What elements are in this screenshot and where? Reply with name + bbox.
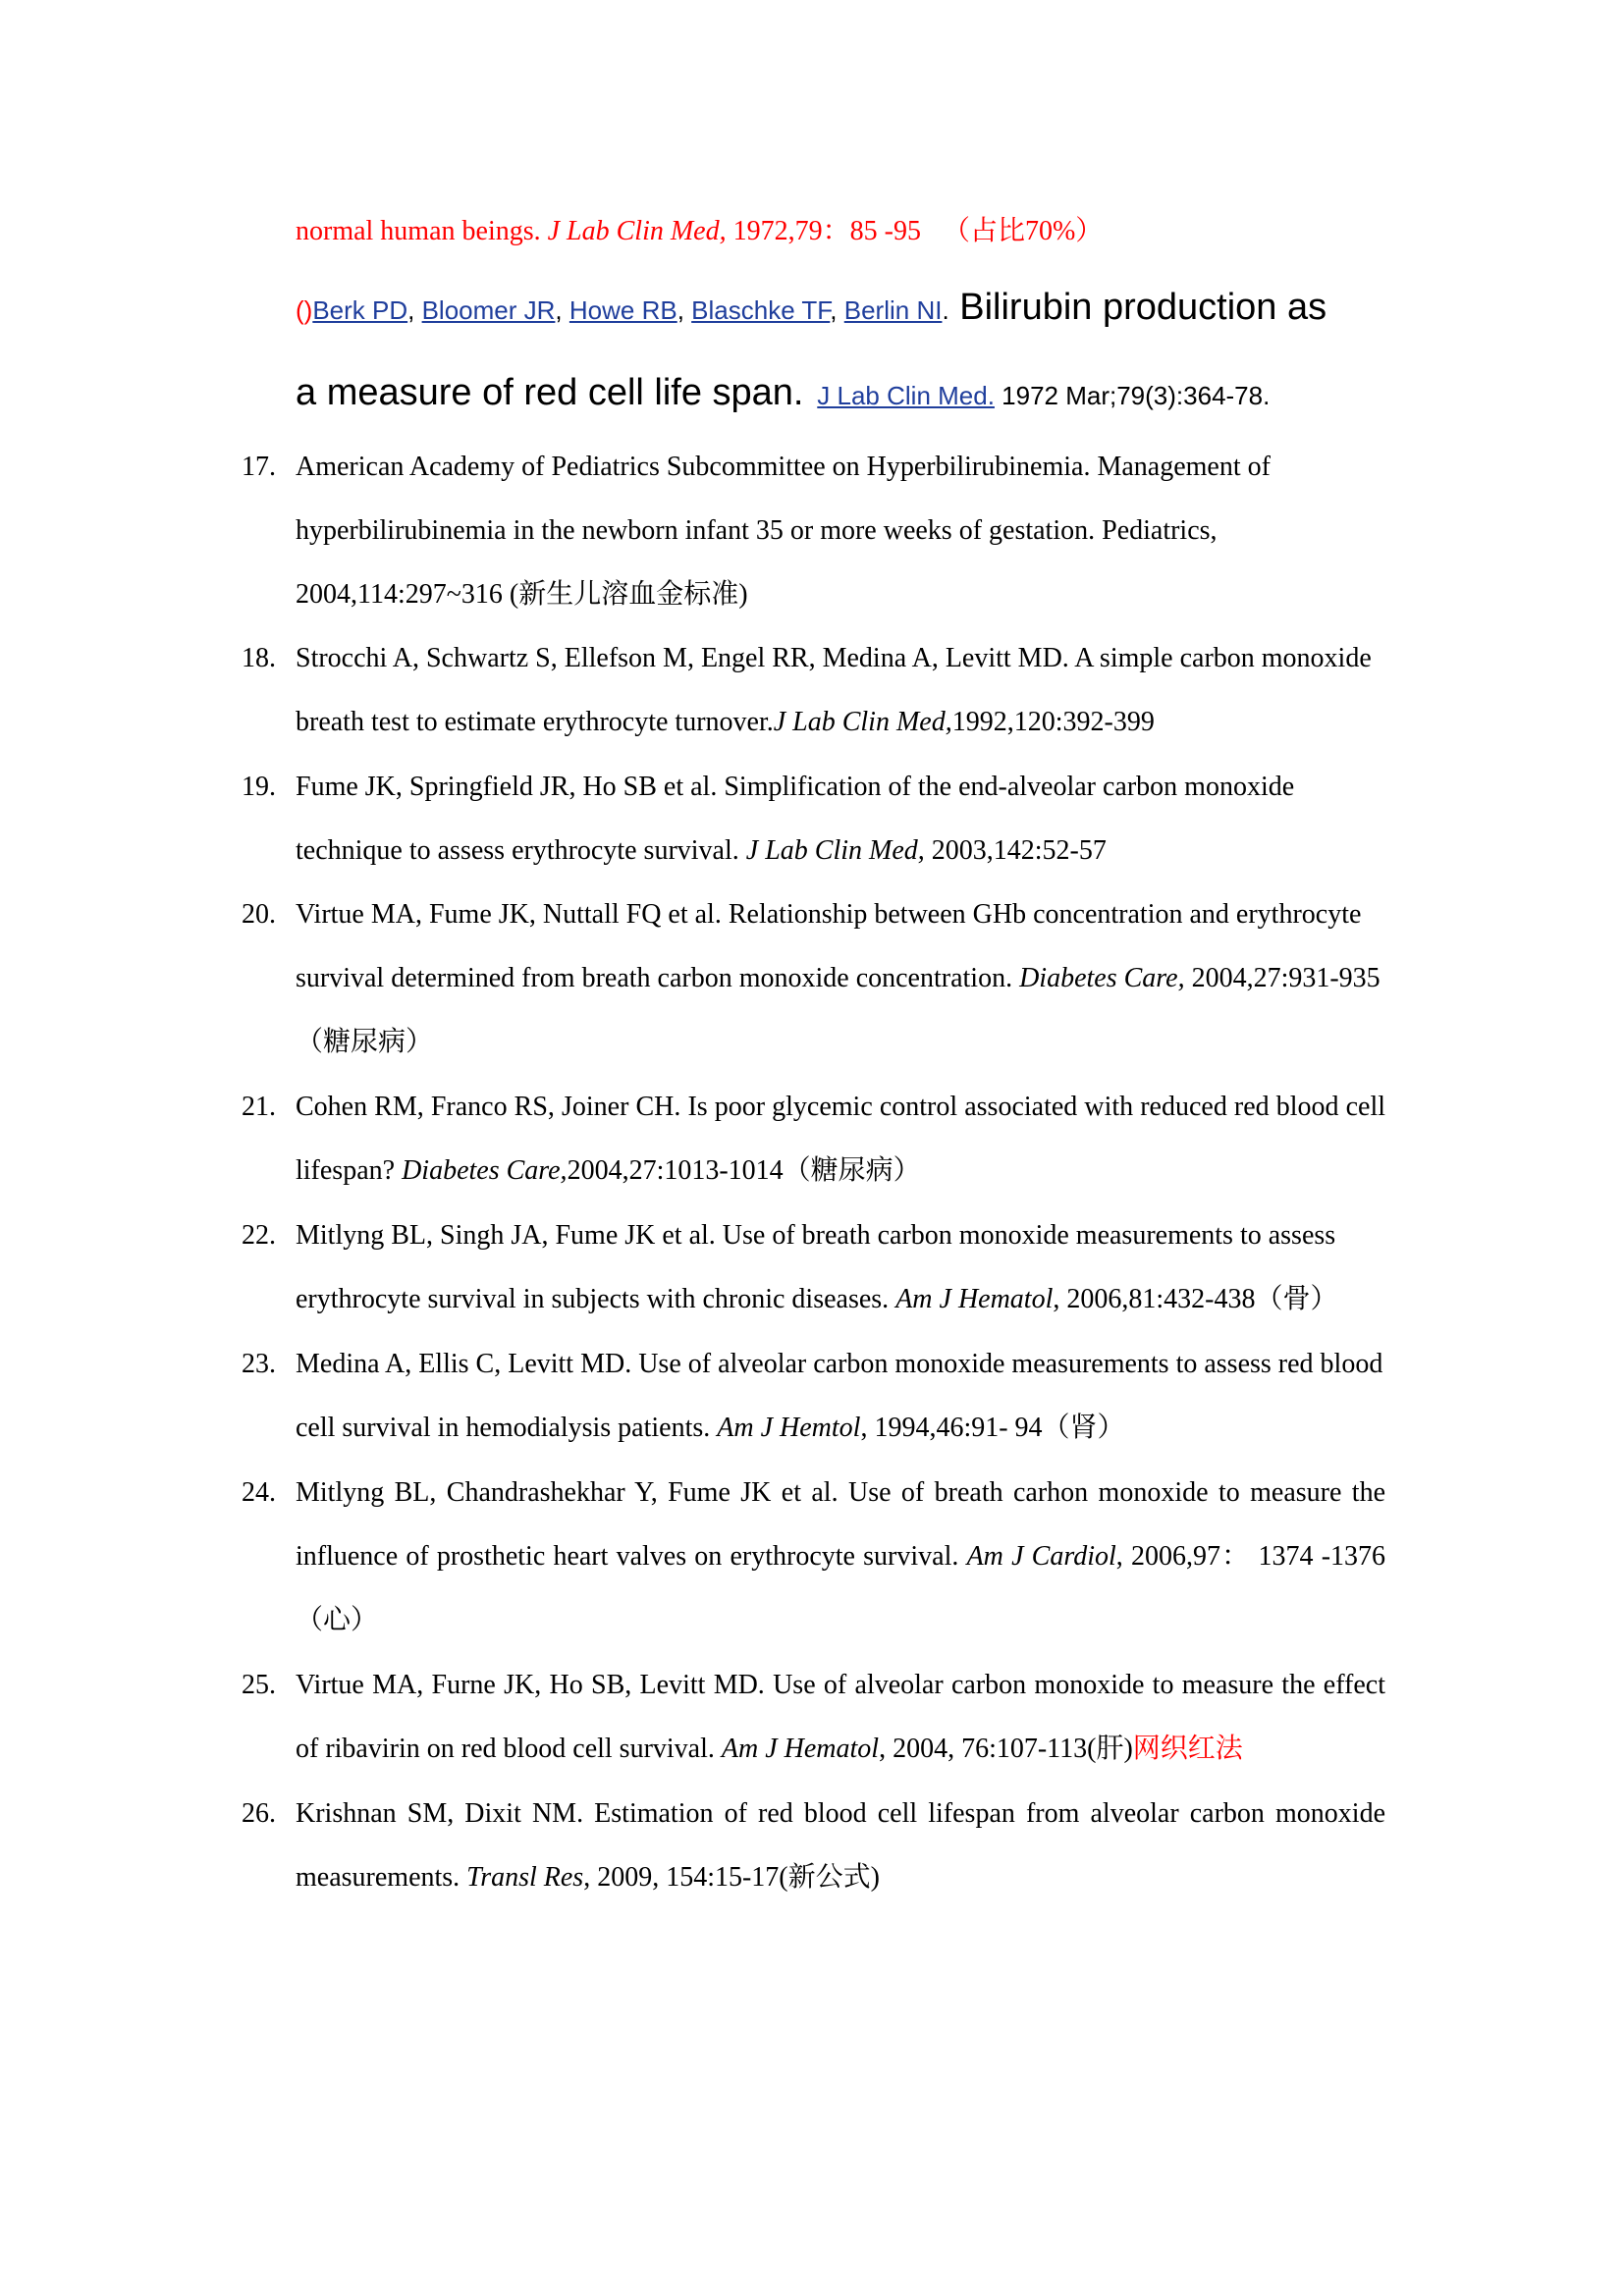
reference-item-17	[242, 435, 1385, 626]
reference-number: 24.	[242, 1477, 276, 1508]
reference-number: 22.	[242, 1220, 276, 1251]
journal-name: Diabetes Care,	[1019, 963, 1185, 993]
journal-name: Am J Hematol	[721, 1734, 880, 1764]
reference-number: 19.	[242, 772, 276, 802]
reference-text	[296, 755, 1385, 882]
reference-segment: Krishnan SM, Dixit NM. Estimation of red blood cell lifespan from alveolar carbon monoxide measurements.	[296, 1798, 1385, 1893]
reference-number: 23.	[242, 1349, 276, 1379]
reference-segment: 1992,120:392-399	[951, 707, 1155, 737]
author-link-blaschke[interactable]: Blaschke TF	[691, 295, 831, 325]
reference-number: 17.	[242, 452, 276, 482]
pubmed-citation-line1: ()Berk PD, Bloomer JR, Howe RB, Blaschke TF, Berlin NI. Bilirubin production as	[296, 287, 1327, 328]
reference-segment: Mitlyng BL, Singh JA, Fume JK et al. Use of breath carbon monoxide measurements to assess erythrocyte survival in subjects with chronic diseases.	[296, 1220, 1336, 1314]
reference-text	[296, 1332, 1385, 1460]
journal-link[interactable]: J Lab Clin Med.	[817, 381, 995, 410]
journal-citation: 1972 Mar;79(3):364-78.	[994, 381, 1271, 410]
journal-name: Diabetes Care,	[402, 1155, 568, 1186]
journal-name: Am J Hemtol	[717, 1413, 861, 1443]
journal-name: J Lab Clin Med,	[547, 216, 727, 246]
journal-name: Am J Hematol	[895, 1284, 1054, 1314]
reference-item-19	[242, 755, 1385, 882]
author-link-berk[interactable]: Berk PD	[312, 295, 408, 325]
reference-segment: , 2009, 154:15-17(新公式)	[583, 1862, 880, 1893]
reference-segment: 2004,27:931-935（糖尿病）	[296, 963, 1380, 1057]
reference-segment: 2004,27:1013-1014（糖尿病）	[567, 1155, 921, 1186]
annotation-note: 网织红法	[1132, 1734, 1243, 1764]
reference-segment: Strocchi A, Schwartz S, Ellefson M, Engel RR, Medina A, Levitt MD. A simple carbon monoxide breath test to estimate erythrocyte turnover.	[296, 643, 1372, 737]
reference-text	[296, 1653, 1385, 1781]
reference-text	[296, 626, 1385, 754]
reference-text	[296, 1203, 1385, 1331]
reference-item-23	[242, 1332, 1385, 1460]
reference-item-25	[242, 1653, 1385, 1781]
reference-text	[296, 1782, 1385, 1909]
reference-segment: Virtue MA, Furne JK, Ho SB, Levitt MD. Use of alveolar carbon monoxide to measure the effect of ribavirin on red blood cell survival.	[296, 1670, 1385, 1764]
reference-item-26	[242, 1782, 1385, 1909]
reference-text	[296, 1075, 1385, 1202]
reference-number: 21.	[242, 1092, 276, 1122]
reference-segment: 2003,142:52-57	[924, 835, 1107, 866]
reference-item-24	[242, 1461, 1385, 1652]
author-link-berlin[interactable]: Berlin NI	[843, 295, 943, 325]
reference-text	[296, 882, 1385, 1074]
journal-name: J Lab Clin Med,	[745, 835, 925, 866]
author-link-bloomer[interactable]: Bloomer JR	[421, 295, 556, 325]
annotation-note: （占比70%）	[942, 216, 1104, 246]
reference-item-20	[242, 882, 1385, 1074]
reference-segment: , 2004, 76:107-113(肝)	[879, 1734, 1133, 1764]
reference-segment: , 2006,81:432-438（骨）	[1053, 1284, 1338, 1314]
reference-segment: Virtue MA, Fume JK, Nuttall FQ et al. Relationship between GHb concentration and erythrocyte survival determined from breath carbon monoxide concentration.	[296, 899, 1362, 993]
reference-number: 25.	[242, 1670, 276, 1700]
reference-segment: , 1994,46:91- 94（肾）	[860, 1413, 1125, 1443]
article-title-part1: Bilirubin production as	[948, 287, 1327, 328]
reference-segment: Cohen RM, Franco RS, Joiner CH. Is poor glycemic control associated with reduced red blood cell lifespan?	[296, 1092, 1385, 1186]
article-title-part2: a measure of red cell life span.	[296, 372, 804, 413]
reference-item-22	[242, 1203, 1385, 1331]
journal-name: Transl Res	[466, 1862, 584, 1893]
journal-name: Am J Cardiol	[966, 1541, 1116, 1572]
reference-text	[296, 435, 1385, 626]
pubmed-citation-line2	[296, 367, 1270, 421]
continued-citation-line	[296, 212, 1103, 251]
citation-text: normal human beings.	[296, 216, 548, 246]
journal-name: J Lab Clin Med,	[773, 707, 952, 737]
reference-segment: American Academy of Pediatrics Subcommittee on Hyperbilirubinemia. Management of hyperbilirubinemia in the newborn infant 35 or more weeks of gestation. Pediatrics, 2004,114:297~316 (新生儿溶血金标准)	[296, 452, 1271, 610]
citation-volume: 1972,79：85 -95	[726, 216, 921, 246]
reference-segment: Medina A, Ellis C, Levitt MD. Use of alveolar carbon monoxide measurements to assess red blood cell survival in hemodialysis patients.	[296, 1349, 1383, 1443]
reference-segment: , 2006,97： 1374 -1376（心）	[296, 1541, 1386, 1635]
reference-segment: Fume JK, Springfield JR, Ho SB et al. Simplification of the end-alveolar carbon monoxide technique to assess erythrocyte survival.	[296, 772, 1295, 866]
reference-segment: Mitlyng BL, Chandrashekhar Y, Fume JK et al. Use of breath carhon monoxide to measure the influence of prosthetic heart valves on erythrocyte survival.	[296, 1477, 1385, 1572]
reference-item-18	[242, 626, 1385, 754]
reference-number: 26.	[242, 1798, 276, 1829]
reference-item-21	[242, 1075, 1385, 1202]
reference-text	[296, 1461, 1385, 1652]
reference-number: 18.	[242, 643, 276, 673]
author-link-howe[interactable]: Howe RB	[568, 295, 677, 325]
citation-prefix: ()	[296, 295, 313, 325]
reference-number: 20.	[242, 899, 276, 930]
